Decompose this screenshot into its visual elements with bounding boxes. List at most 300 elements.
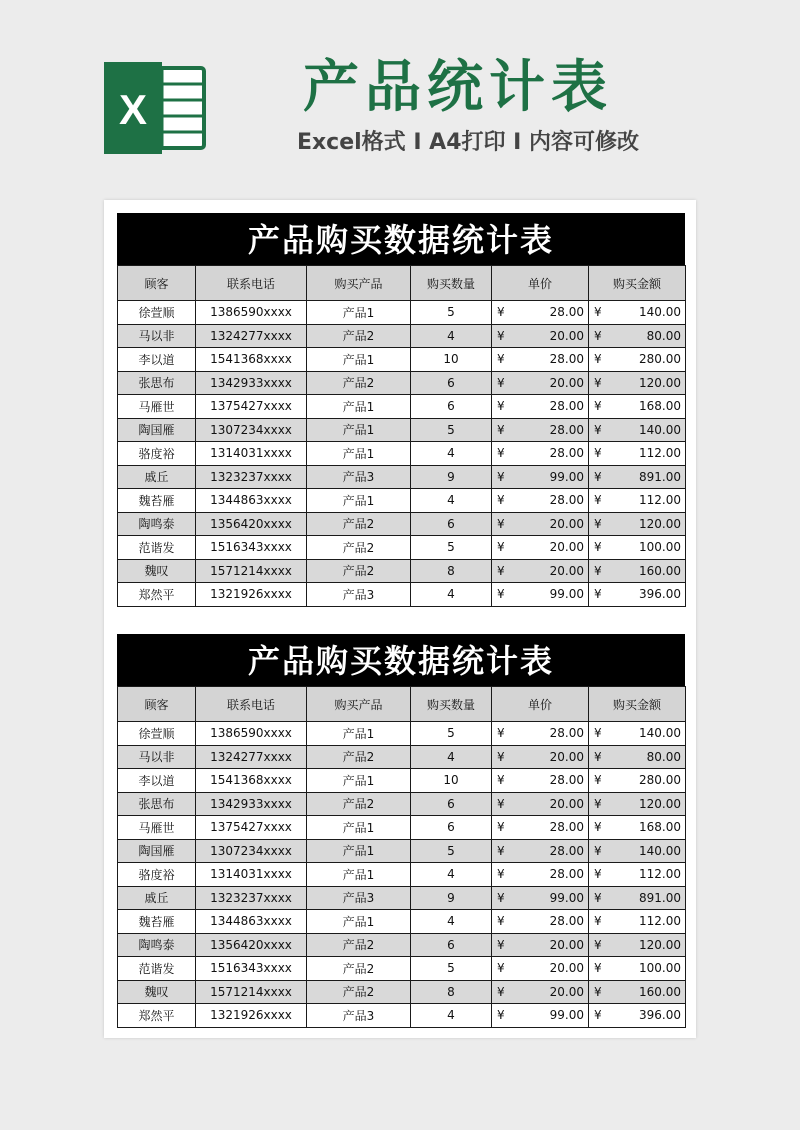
unit-price-value: 99.00 (549, 469, 584, 484)
quantity-cell: 4 (411, 910, 492, 934)
customer-name-cell: 陶鸣泰 (118, 512, 196, 536)
product-cell: 产品3 (307, 886, 411, 910)
unit-price-value: 20.00 (549, 328, 584, 343)
unit-price-cell (492, 395, 589, 419)
unit-price-value: 20.00 (549, 516, 584, 531)
customer-name-cell: 骆度裕 (118, 442, 196, 466)
amount-cell (589, 816, 686, 840)
amount-value: 112.00 (639, 493, 681, 508)
amount-cell (589, 1004, 686, 1028)
quantity-cell: 9 (411, 886, 492, 910)
unit-price-value: 20.00 (549, 540, 584, 555)
customer-name-cell: 徐萱顺 (118, 722, 196, 746)
amount-cell (589, 489, 686, 513)
table-row (118, 792, 686, 816)
currency-symbol: ¥ (497, 540, 505, 554)
currency-symbol: ¥ (594, 446, 602, 460)
table-row (118, 348, 686, 372)
column-header: 购买金额 (589, 687, 686, 722)
quantity-cell: 10 (411, 348, 492, 372)
amount-cell (589, 910, 686, 934)
currency-symbol: ¥ (497, 796, 505, 811)
column-header: 购买数量 (411, 687, 492, 722)
quantity-cell: 6 (411, 371, 492, 395)
amount-value: 396.00 (639, 587, 681, 602)
phone-cell: 1541368xxxx (196, 348, 307, 372)
customer-name-cell: 魏叹 (118, 980, 196, 1004)
currency-symbol: ¥ (594, 469, 602, 484)
quantity-cell: 6 (411, 395, 492, 419)
currency-symbol: ¥ (594, 540, 602, 554)
quantity-cell: 8 (411, 980, 492, 1004)
sheet-title: 产品购买数据统计表 (117, 634, 685, 686)
amount-cell (589, 583, 686, 607)
phone-cell: 1321926xxxx (196, 583, 307, 607)
currency-symbol: ¥ (594, 516, 602, 531)
currency-symbol: ¥ (594, 914, 602, 928)
quantity-cell: 10 (411, 769, 492, 793)
quantity-cell: 4 (411, 442, 492, 466)
amount-cell (589, 722, 686, 746)
unit-price-cell (492, 1004, 589, 1028)
phone-cell: 1321926xxxx (196, 1004, 307, 1028)
currency-symbol: ¥ (497, 328, 505, 343)
amount-cell (589, 442, 686, 466)
customer-name-cell: 马以非 (118, 324, 196, 348)
currency-symbol: ¥ (497, 563, 505, 578)
unit-price-value: 99.00 (549, 1008, 584, 1023)
customer-name-cell: 马以非 (118, 745, 196, 769)
unit-price-cell (492, 745, 589, 769)
currency-symbol: ¥ (497, 843, 505, 858)
unit-price-value: 28.00 (549, 820, 584, 835)
unit-price-cell (492, 371, 589, 395)
column-header: 单价 (492, 266, 589, 301)
amount-value: 891.00 (639, 469, 681, 484)
currency-symbol: ¥ (497, 375, 505, 390)
table-header-row (118, 687, 686, 722)
page-title: 产品统计表 (303, 55, 613, 120)
unit-price-value: 28.00 (549, 305, 584, 320)
currency-symbol: ¥ (497, 867, 505, 881)
phone-cell: 1342933xxxx (196, 371, 307, 395)
unit-price-cell (492, 910, 589, 934)
product-cell: 产品3 (307, 465, 411, 489)
data-table (117, 686, 686, 1028)
currency-symbol: ¥ (594, 937, 602, 952)
phone-cell: 1571214xxxx (196, 980, 307, 1004)
currency-symbol: ¥ (594, 352, 602, 366)
currency-symbol: ¥ (497, 984, 505, 999)
product-cell: 产品1 (307, 489, 411, 513)
customer-name-cell: 马雁世 (118, 816, 196, 840)
product-cell: 产品1 (307, 863, 411, 887)
currency-symbol: ¥ (497, 773, 505, 787)
currency-symbol: ¥ (497, 937, 505, 952)
table-row (118, 324, 686, 348)
unit-price-cell (492, 559, 589, 583)
table-row (118, 910, 686, 934)
table-row (118, 465, 686, 489)
phone-cell: 1344863xxxx (196, 489, 307, 513)
unit-price-cell (492, 583, 589, 607)
currency-symbol: ¥ (594, 749, 602, 764)
amount-value: 80.00 (646, 328, 681, 343)
amount-value: 112.00 (639, 914, 681, 929)
table-row (118, 886, 686, 910)
quantity-cell: 5 (411, 957, 492, 981)
phone-cell: 1375427xxxx (196, 395, 307, 419)
amount-cell (589, 980, 686, 1004)
quantity-cell: 4 (411, 583, 492, 607)
table-row (118, 745, 686, 769)
currency-symbol: ¥ (594, 493, 602, 507)
currency-symbol: ¥ (594, 328, 602, 343)
sheet-title: 产品购买数据统计表 (117, 213, 685, 265)
amount-value: 120.00 (639, 796, 681, 811)
phone-cell: 1323237xxxx (196, 465, 307, 489)
amount-cell (589, 792, 686, 816)
currency-symbol: ¥ (497, 726, 505, 740)
table-body (118, 301, 686, 607)
currency-symbol: ¥ (497, 493, 505, 507)
currency-symbol: ¥ (497, 446, 505, 460)
table-row (118, 536, 686, 560)
unit-price-cell (492, 957, 589, 981)
unit-price-cell (492, 769, 589, 793)
phone-cell: 1516343xxxx (196, 957, 307, 981)
amount-cell (589, 512, 686, 536)
table-row (118, 489, 686, 513)
unit-price-cell (492, 324, 589, 348)
unit-price-value: 20.00 (549, 984, 584, 999)
table-row (118, 583, 686, 607)
amount-value: 168.00 (639, 820, 681, 835)
amount-value: 160.00 (639, 563, 681, 578)
product-cell: 产品1 (307, 769, 411, 793)
amount-value: 140.00 (639, 726, 681, 741)
data-sheet (117, 634, 685, 1028)
table-header-row (118, 266, 686, 301)
amount-cell (589, 536, 686, 560)
column-header: 联系电话 (196, 266, 307, 301)
customer-name-cell: 魏苔雁 (118, 489, 196, 513)
customer-name-cell: 戚丘 (118, 886, 196, 910)
customer-name-cell: 魏叹 (118, 559, 196, 583)
currency-symbol: ¥ (594, 867, 602, 881)
amount-value: 100.00 (639, 961, 681, 976)
amount-cell (589, 957, 686, 981)
quantity-cell: 5 (411, 722, 492, 746)
phone-cell: 1324277xxxx (196, 324, 307, 348)
quantity-cell: 4 (411, 745, 492, 769)
product-cell: 产品1 (307, 301, 411, 325)
quantity-cell: 5 (411, 301, 492, 325)
table-row (118, 418, 686, 442)
table-row (118, 816, 686, 840)
customer-name-cell: 徐萱顺 (118, 301, 196, 325)
currency-symbol: ¥ (497, 1008, 505, 1022)
customer-name-cell: 陶国雁 (118, 839, 196, 863)
amount-cell (589, 324, 686, 348)
unit-price-value: 28.00 (549, 352, 584, 367)
phone-cell: 1571214xxxx (196, 559, 307, 583)
customer-name-cell: 陶国雁 (118, 418, 196, 442)
product-cell: 产品2 (307, 559, 411, 583)
phone-cell: 1386590xxxx (196, 722, 307, 746)
customer-name-cell: 骆度裕 (118, 863, 196, 887)
quantity-cell: 4 (411, 324, 492, 348)
amount-value: 80.00 (646, 749, 681, 764)
phone-cell: 1324277xxxx (196, 745, 307, 769)
amount-value: 112.00 (639, 446, 681, 461)
table-row (118, 957, 686, 981)
currency-symbol: ¥ (594, 820, 602, 834)
quantity-cell: 4 (411, 863, 492, 887)
customer-name-cell: 李以道 (118, 348, 196, 372)
product-cell: 产品1 (307, 442, 411, 466)
unit-price-cell (492, 792, 589, 816)
column-header: 顾客 (118, 266, 196, 301)
customer-name-cell: 范谐发 (118, 957, 196, 981)
quantity-cell: 4 (411, 489, 492, 513)
customer-name-cell: 李以道 (118, 769, 196, 793)
product-cell: 产品1 (307, 910, 411, 934)
currency-symbol: ¥ (497, 305, 505, 319)
product-cell: 产品2 (307, 792, 411, 816)
currency-symbol: ¥ (497, 352, 505, 366)
currency-symbol: ¥ (594, 796, 602, 811)
excel-logo-letter: X (118, 86, 148, 133)
table-row (118, 933, 686, 957)
quantity-cell: 5 (411, 418, 492, 442)
table-body (118, 722, 686, 1028)
unit-price-cell (492, 418, 589, 442)
currency-symbol: ¥ (594, 984, 602, 999)
data-table (117, 265, 686, 607)
unit-price-cell (492, 980, 589, 1004)
unit-price-cell (492, 512, 589, 536)
phone-cell: 1516343xxxx (196, 536, 307, 560)
unit-price-cell (492, 816, 589, 840)
unit-price-value: 99.00 (549, 890, 584, 905)
table-row (118, 371, 686, 395)
unit-price-cell (492, 465, 589, 489)
currency-symbol: ¥ (594, 773, 602, 787)
phone-cell: 1344863xxxx (196, 910, 307, 934)
phone-cell: 1314031xxxx (196, 863, 307, 887)
phone-cell: 1356420xxxx (196, 512, 307, 536)
quantity-cell: 6 (411, 512, 492, 536)
customer-name-cell: 马雁世 (118, 395, 196, 419)
quantity-cell: 6 (411, 792, 492, 816)
currency-symbol: ¥ (497, 890, 505, 905)
product-cell: 产品2 (307, 536, 411, 560)
currency-symbol: ¥ (497, 961, 505, 975)
table-row (118, 1004, 686, 1028)
product-cell: 产品1 (307, 395, 411, 419)
amount-cell (589, 559, 686, 583)
column-header: 购买产品 (307, 266, 411, 301)
product-cell: 产品1 (307, 816, 411, 840)
amount-cell (589, 886, 686, 910)
table-row (118, 863, 686, 887)
currency-symbol: ¥ (497, 914, 505, 928)
amount-cell (589, 745, 686, 769)
amount-value: 120.00 (639, 516, 681, 531)
currency-symbol: ¥ (594, 422, 602, 437)
currency-symbol: ¥ (594, 375, 602, 390)
amount-value: 120.00 (639, 375, 681, 390)
amount-cell (589, 863, 686, 887)
amount-cell (589, 465, 686, 489)
currency-symbol: ¥ (594, 587, 602, 601)
unit-price-cell (492, 489, 589, 513)
quantity-cell: 5 (411, 536, 492, 560)
amount-value: 891.00 (639, 890, 681, 905)
amount-cell (589, 348, 686, 372)
product-cell: 产品3 (307, 1004, 411, 1028)
quantity-cell: 6 (411, 933, 492, 957)
product-cell: 产品3 (307, 583, 411, 607)
quantity-cell: 5 (411, 839, 492, 863)
amount-value: 280.00 (639, 352, 681, 367)
column-header: 顾客 (118, 687, 196, 722)
product-cell: 产品2 (307, 957, 411, 981)
product-cell: 产品2 (307, 980, 411, 1004)
product-cell: 产品1 (307, 348, 411, 372)
unit-price-cell (492, 301, 589, 325)
phone-cell: 1323237xxxx (196, 886, 307, 910)
amount-cell (589, 839, 686, 863)
unit-price-value: 28.00 (549, 493, 584, 508)
amount-value: 168.00 (639, 399, 681, 414)
unit-price-cell (492, 863, 589, 887)
unit-price-value: 20.00 (549, 375, 584, 390)
amount-value: 120.00 (639, 937, 681, 952)
currency-symbol: ¥ (594, 961, 602, 975)
customer-name-cell: 张思布 (118, 371, 196, 395)
phone-cell: 1541368xxxx (196, 769, 307, 793)
column-header: 购买产品 (307, 687, 411, 722)
excel-logo-icon (100, 62, 208, 154)
quantity-cell: 8 (411, 559, 492, 583)
currency-symbol: ¥ (594, 1008, 602, 1022)
unit-price-value: 20.00 (549, 796, 584, 811)
table-row (118, 559, 686, 583)
quantity-cell: 9 (411, 465, 492, 489)
unit-price-value: 20.00 (549, 937, 584, 952)
currency-symbol: ¥ (497, 587, 505, 601)
unit-price-cell (492, 536, 589, 560)
unit-price-value: 28.00 (549, 422, 584, 437)
amount-value: 112.00 (639, 867, 681, 882)
table-row (118, 722, 686, 746)
unit-price-value: 28.00 (549, 867, 584, 882)
product-cell: 产品1 (307, 839, 411, 863)
unit-price-cell (492, 839, 589, 863)
phone-cell: 1375427xxxx (196, 816, 307, 840)
currency-symbol: ¥ (497, 749, 505, 764)
phone-cell: 1314031xxxx (196, 442, 307, 466)
currency-symbol: ¥ (497, 516, 505, 531)
column-header: 购买金额 (589, 266, 686, 301)
column-header: 单价 (492, 687, 589, 722)
unit-price-value: 28.00 (549, 914, 584, 929)
page-subtitle: Excel格式 I A4打印 I 内容可修改 (296, 130, 640, 155)
amount-value: 140.00 (639, 843, 681, 858)
customer-name-cell: 魏苔雁 (118, 910, 196, 934)
amount-value: 140.00 (639, 422, 681, 437)
product-cell: 产品2 (307, 371, 411, 395)
phone-cell: 1307234xxxx (196, 418, 307, 442)
phone-cell: 1342933xxxx (196, 792, 307, 816)
table-row (118, 395, 686, 419)
phone-cell: 1307234xxxx (196, 839, 307, 863)
product-cell: 产品2 (307, 324, 411, 348)
unit-price-value: 28.00 (549, 773, 584, 788)
column-header: 购买数量 (411, 266, 492, 301)
currency-symbol: ¥ (594, 563, 602, 578)
data-sheet (117, 213, 685, 607)
amount-value: 160.00 (639, 984, 681, 999)
unit-price-value: 20.00 (549, 749, 584, 764)
product-cell: 产品2 (307, 512, 411, 536)
unit-price-cell (492, 886, 589, 910)
amount-value: 280.00 (639, 773, 681, 788)
quantity-cell: 4 (411, 1004, 492, 1028)
phone-cell: 1386590xxxx (196, 301, 307, 325)
unit-price-value: 28.00 (549, 399, 584, 414)
currency-symbol: ¥ (497, 399, 505, 413)
column-header: 联系电话 (196, 687, 307, 722)
customer-name-cell: 郑然平 (118, 583, 196, 607)
amount-value: 100.00 (639, 540, 681, 555)
product-cell: 产品1 (307, 722, 411, 746)
amount-value: 140.00 (639, 305, 681, 320)
table-row (118, 839, 686, 863)
product-cell: 产品2 (307, 745, 411, 769)
table-row (118, 442, 686, 466)
currency-symbol: ¥ (594, 843, 602, 858)
customer-name-cell: 张思布 (118, 792, 196, 816)
product-cell: 产品2 (307, 933, 411, 957)
customer-name-cell: 范谐发 (118, 536, 196, 560)
currency-symbol: ¥ (594, 890, 602, 905)
unit-price-value: 99.00 (549, 587, 584, 602)
table-row (118, 980, 686, 1004)
unit-price-value: 28.00 (549, 843, 584, 858)
unit-price-cell (492, 348, 589, 372)
amount-cell (589, 371, 686, 395)
amount-cell (589, 933, 686, 957)
unit-price-cell (492, 442, 589, 466)
currency-symbol: ¥ (594, 726, 602, 740)
table-row (118, 769, 686, 793)
currency-symbol: ¥ (594, 305, 602, 319)
unit-price-value: 20.00 (549, 961, 584, 976)
amount-cell (589, 418, 686, 442)
amount-cell (589, 769, 686, 793)
quantity-cell: 6 (411, 816, 492, 840)
unit-price-cell (492, 933, 589, 957)
currency-symbol: ¥ (594, 399, 602, 413)
table-row (118, 301, 686, 325)
currency-symbol: ¥ (497, 469, 505, 484)
customer-name-cell: 郑然平 (118, 1004, 196, 1028)
product-cell: 产品1 (307, 418, 411, 442)
unit-price-value: 28.00 (549, 726, 584, 741)
